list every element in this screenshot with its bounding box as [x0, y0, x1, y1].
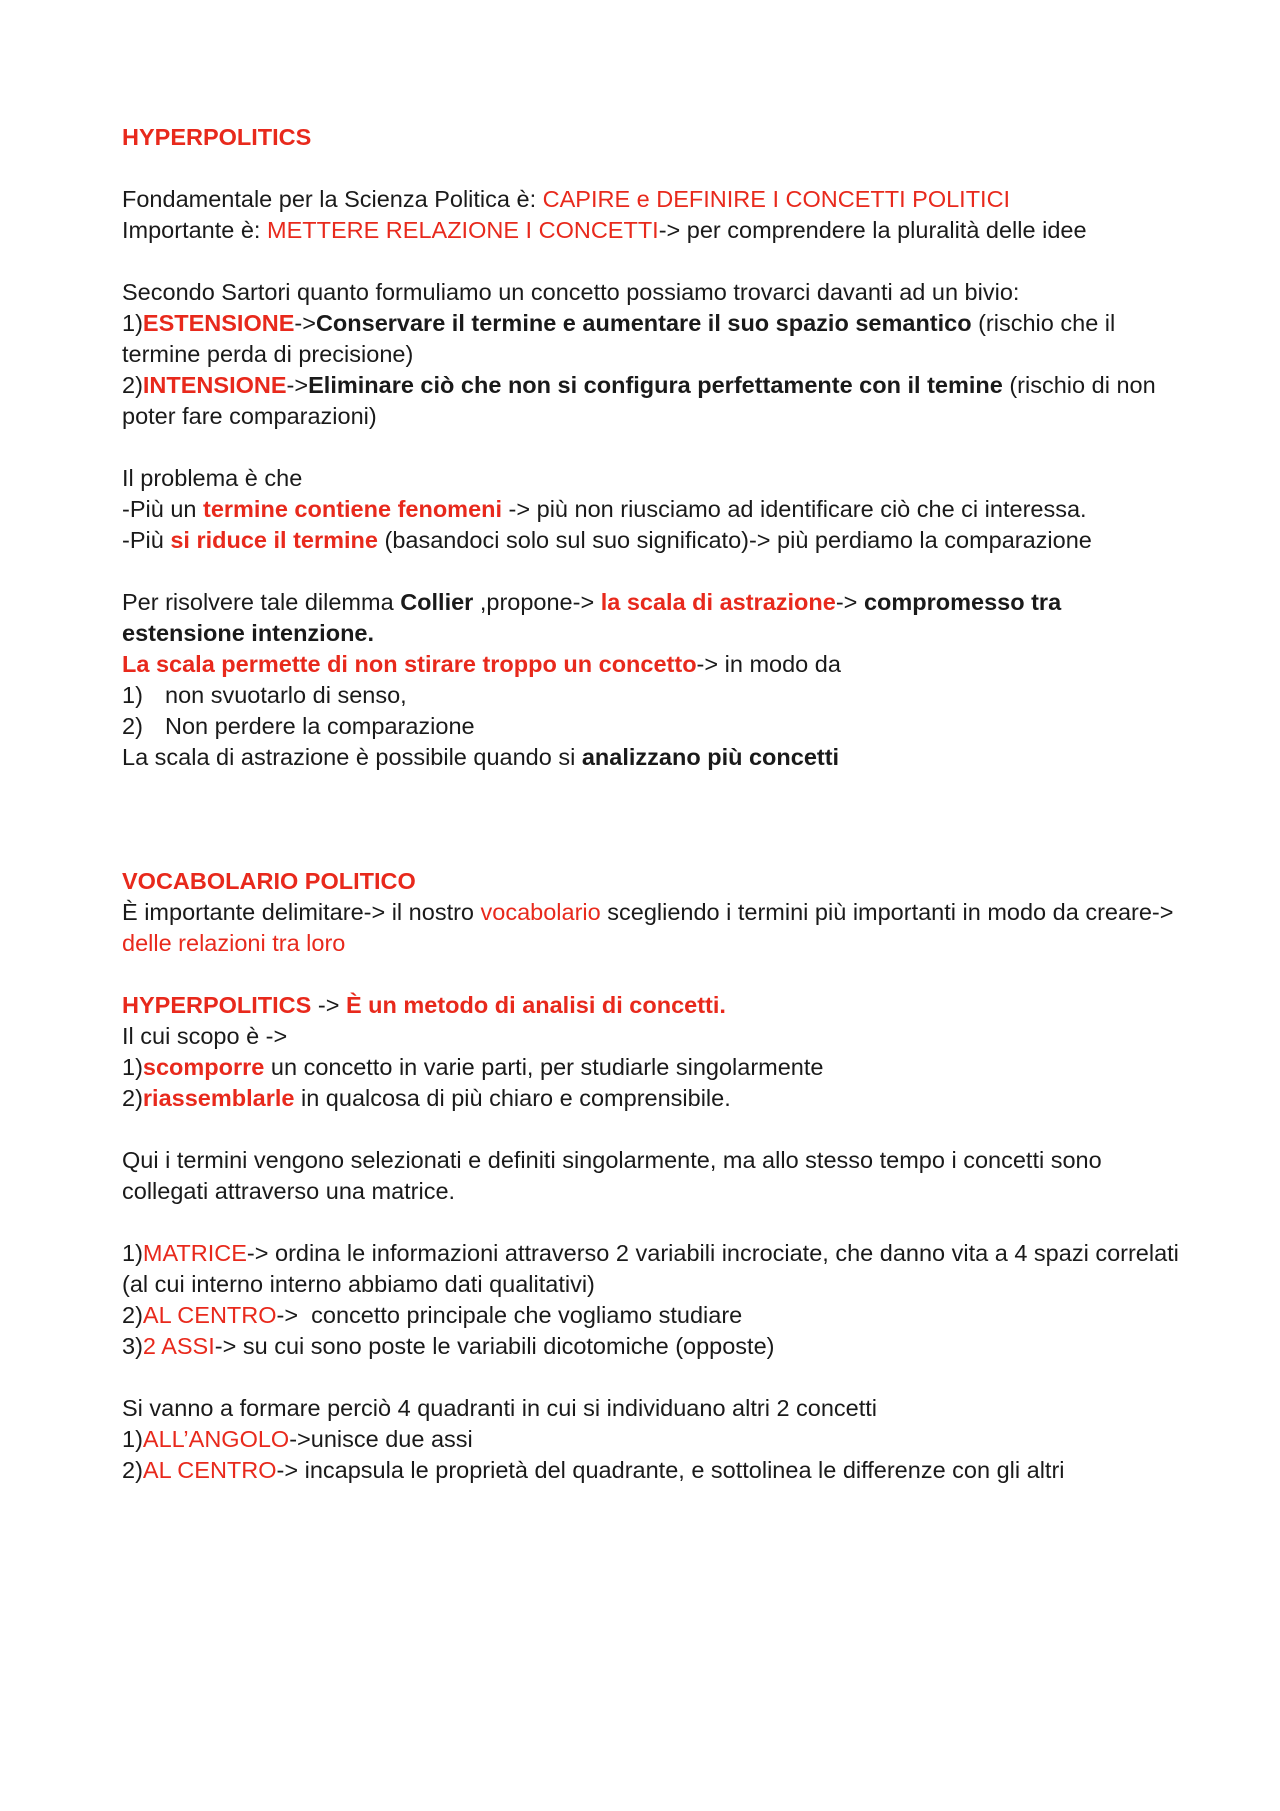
matrix-item-3: 3)2 ASSI-> su cui sono poste le variabili dicotomiche (opposte) [122, 1333, 775, 1359]
problem-line: Il problema è che [122, 465, 303, 491]
scope-item-2: 2)riassemblarle in qualcosa di più chiaro e comprensibile. [122, 1085, 731, 1111]
intro-line-2: Importante è: METTERE RELAZIONE I CONCETTI-> per comprendere la pluralità delle idee [122, 217, 1087, 243]
matrix-item-1: 1)MATRICE-> ordina le informazioni attraverso 2 variabili incrociate, che danno vita a 4 spazi correlati (al cui interno interno abbiamo dati qualitativi) [122, 1240, 1179, 1297]
scope-line: Il cui scopo è -> [122, 1023, 288, 1049]
problem-point-1: -Più un termine contiene fenomeni -> più non riusciamo ad identificare ciò che ci interessa. [122, 496, 1087, 522]
list-item: 2) Non perdere la comparazione [122, 713, 475, 739]
section-title-vocabolario: VOCABOLARIO POLITICO [122, 868, 416, 894]
estensione-item: 1)ESTENSIONE->Conservare il termine e aumentare il suo spazio semantico (rischio che il termine perda di precisione) [122, 310, 1116, 367]
collier-paragraph: Per risolvere tale dilemma Collier ,propone-> la scala di astrazione-> compromesso tra estensione intenzione. [122, 589, 1062, 646]
section-title-hyperpolitics: HYPERPOLITICS [122, 124, 312, 150]
problem-point-2: -Più si riduce il termine (basandoci solo sul suo significato)-> più perdiamo la comparazione [122, 527, 1092, 553]
sartori-line: Secondo Sartori quanto formuliamo un concetto possiamo trovarci davanti ad un bivio: [122, 279, 1020, 305]
quadrant-item-1: 1)ALL’ANGOLO->unisce due assi [122, 1426, 473, 1452]
matrix-intro-paragraph: Qui i termini vengono selezionati e definiti singolarmente, ma allo stesso tempo i concetti sono collegati attraverso una matrice. [122, 1147, 1102, 1204]
vocabolario-paragraph: È importante delimitare-> il nostro vocabolario scegliendo i termini più importanti in modo da creare-> delle relazioni tra loro [122, 899, 1174, 956]
quadrants-line: Si vanno a formare perciò 4 quadranti in cui si individuano altri 2 concetti [122, 1395, 878, 1421]
scope-item-1: 1)scomporre un concetto in varie parti, per studiarle singolarmente [122, 1054, 824, 1080]
intensione-item: 2)INTENSIONE->Eliminare ciò che non si configura perfettamente con il temine (rischio di non poter fare comparazioni) [122, 372, 1156, 429]
scale-final-line: La scala di astrazione è possibile quando si analizzano più concetti [122, 744, 840, 770]
scale-line: La scala permette di non stirare troppo un concetto-> in modo da [122, 651, 841, 677]
quadrant-item-2: 2)AL CENTRO-> incapsula le proprietà del quadrante, e sottolinea le differenze con gli altri [122, 1457, 1065, 1483]
intro-line-1: Fondamentale per la Scienza Politica è: CAPIRE e DEFINIRE I CONCETTI POLITICI [122, 186, 1011, 212]
list-item: 1) non svuotarlo di senso, [122, 682, 407, 708]
matrix-item-2: 2)AL CENTRO-> concetto principale che vogliamo studiare [122, 1302, 743, 1328]
document-page [122, 122, 1182, 1486]
hyperpolitics-method-heading: HYPERPOLITICS -> È un metodo di analisi di concetti. [122, 992, 726, 1018]
